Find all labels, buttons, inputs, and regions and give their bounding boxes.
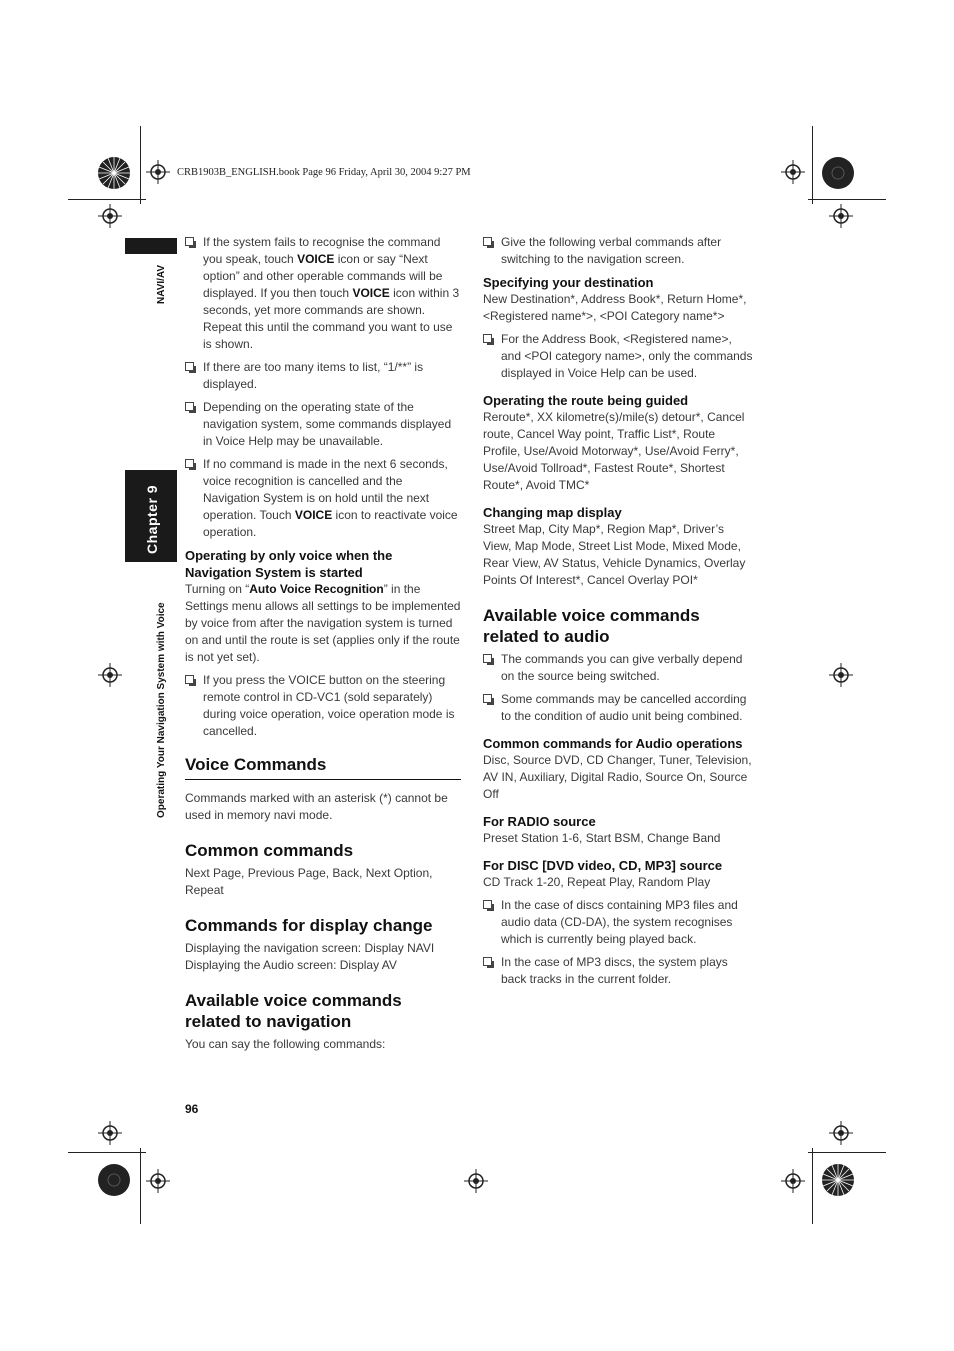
- crop-mark: [140, 126, 141, 204]
- paragraph: Displaying the Audio screen: Display AV: [185, 958, 397, 972]
- right-column: [483, 234, 755, 994]
- list-item: If you press the VOICE button on the steering remote control in CD-VC1 (sold separately) during voice operation, voice operation mode is cancelled.: [185, 672, 461, 740]
- checkbox-bullet-icon: [483, 237, 492, 246]
- crop-mark: [808, 1152, 886, 1153]
- checkbox-bullet-icon: [185, 675, 194, 684]
- paragraph: CD Track 1-20, Repeat Play, Random Play: [483, 875, 711, 889]
- section-heading: Available voice commands related to audio: [483, 606, 700, 646]
- subheading: For RADIO source: [483, 814, 596, 829]
- checkbox-bullet-icon: [483, 694, 492, 703]
- section-heading: Voice Commands: [185, 754, 461, 780]
- checkbox-bullet-icon: [185, 362, 194, 371]
- subheading: Operating the route being guided: [483, 393, 689, 408]
- checkbox-bullet-icon: [185, 402, 194, 411]
- starburst-mark-icon: [820, 155, 856, 191]
- registration-mark-icon: [829, 1121, 853, 1145]
- list-item: Depending on the operating state of the navigation system, some commands displayed in Voice Help may be unavailable.: [185, 399, 461, 450]
- checkbox-bullet-icon: [483, 900, 492, 909]
- registration-mark-icon: [781, 160, 805, 184]
- crop-mark: [68, 1152, 146, 1153]
- subheading: Operating by only voice when the Navigation System is started: [185, 548, 393, 580]
- subheading: Changing map display: [483, 505, 622, 520]
- registration-mark-icon: [829, 663, 853, 687]
- checkbox-bullet-icon: [483, 654, 492, 663]
- list-item: For the Address Book, <Registered name>, and <POI category name>, only the commands displayed in Voice Help can be used.: [483, 331, 755, 382]
- registration-mark-icon: [829, 204, 853, 228]
- section-heading: Commands for display change: [185, 916, 433, 935]
- crop-mark: [140, 1148, 141, 1224]
- list-item: Give the following verbal commands after switching to the navigation screen.: [483, 234, 755, 268]
- section-heading: Common commands: [185, 841, 354, 860]
- crop-mark: [808, 199, 886, 200]
- crop-mark: [812, 1148, 813, 1224]
- paragraph: Displaying the navigation screen: Display NAVI: [185, 941, 435, 955]
- chapter-tab: [125, 470, 177, 562]
- paragraph: Disc, Source DVD, CD Changer, Tuner, Television, AV IN, Auxiliary, Digital Radio, Source On, Source Off: [483, 753, 752, 801]
- registration-mark-icon: [98, 663, 122, 687]
- subheading: Specifying your destination: [483, 275, 654, 290]
- crop-mark: [812, 126, 813, 204]
- paragraph: Commands marked with an asterisk (*) cannot be used in memory navi mode.: [185, 791, 448, 822]
- navi-tab-bar: [125, 238, 177, 254]
- list-item: If there are too many items to list, “1/**” is displayed.: [185, 359, 461, 393]
- checkbox-bullet-icon: [185, 237, 194, 246]
- registration-mark-icon: [146, 1169, 170, 1193]
- left-column: [185, 234, 461, 1059]
- paragraph: New Destination*, Address Book*, Return Home*, <Registered name*>, <POI Category name*>: [483, 292, 747, 323]
- starburst-mark-icon: [820, 1162, 856, 1198]
- paragraph: Street Map, City Map*, Region Map*, Driver’s View, Map Mode, Street List Mode, Mixed Mode, Rear View, AV Status, Vehicle Dynamics, Overlay Points Of Interest*, Cancel Overlay POI*: [483, 522, 746, 587]
- list-item: If the system fails to recognise the command you speak, touch VOICE icon or say “Next option” and other operable commands will be displayed. If you then touch VOICE icon within 3 seconds, yet more commands are shown. Repeat this until the command you want to use is shown.: [185, 234, 461, 353]
- checkbox-bullet-icon: [483, 334, 492, 343]
- checkbox-bullet-icon: [185, 459, 194, 468]
- navi-av-label: NAVI/AV: [156, 264, 167, 304]
- paragraph: You can say the following commands:: [185, 1037, 386, 1051]
- paragraph: Reroute*, XX kilometre(s)/mile(s) detour*, Cancel route, Cancel Way point, Traffic List*, Route Profile, Use/Avoid Motorway*, Use/Avoid Ferry*, Use/Avoid Tollroad*, Fastest Route*, Shortest Route*, Avoid TMC*: [483, 410, 745, 492]
- list-item: In the case of discs containing MP3 files and audio data (CD-DA), the system recognises which is currently being played back.: [483, 897, 755, 948]
- section-heading: Available voice commands related to navigation: [185, 991, 402, 1031]
- list-item: Some commands may be cancelled according to the condition of audio unit being combined.: [483, 691, 755, 725]
- subheading: Common commands for Audio operations: [483, 736, 743, 751]
- list-item: The commands you can give verbally depend on the source being switched.: [483, 651, 755, 685]
- page-number: 96: [185, 1102, 199, 1116]
- list-item: In the case of MP3 discs, the system plays back tracks in the current folder.: [483, 954, 755, 988]
- list-item: If no command is made in the next 6 seconds, voice recognition is cancelled and the Navigation System is on hold until the next operation. Touch VOICE icon to reactivate voice operation.: [185, 456, 461, 541]
- paragraph: Turning on “Auto Voice Recognition” in the Settings menu allows all settings to be implemented by voice from after the navigation system is turned on and until the route is set (applies only if the route is not yet set).: [185, 582, 461, 664]
- paragraph: Next Page, Previous Page, Back, Next Option, Repeat: [185, 866, 433, 897]
- registration-mark-icon: [98, 1121, 122, 1145]
- starburst-mark-icon: [96, 155, 132, 191]
- checkbox-bullet-icon: [483, 957, 492, 966]
- registration-mark-icon: [146, 160, 170, 184]
- starburst-mark-icon: [96, 1162, 132, 1198]
- chapter-label: Chapter 9: [144, 484, 160, 554]
- registration-mark-icon: [464, 1169, 488, 1193]
- chapter-title: Operating Your Navigation System with Voice: [156, 602, 167, 818]
- crop-mark: [68, 199, 146, 200]
- registration-mark-icon: [98, 204, 122, 228]
- subheading: For DISC [DVD video, CD, MP3] source: [483, 858, 723, 873]
- paragraph: Preset Station 1-6, Start BSM, Change Band: [483, 831, 721, 845]
- file-info-header: CRB1903B_ENGLISH.book Page 96 Friday, April 30, 2004 9:27 PM: [177, 167, 471, 178]
- registration-mark-icon: [781, 1169, 805, 1193]
